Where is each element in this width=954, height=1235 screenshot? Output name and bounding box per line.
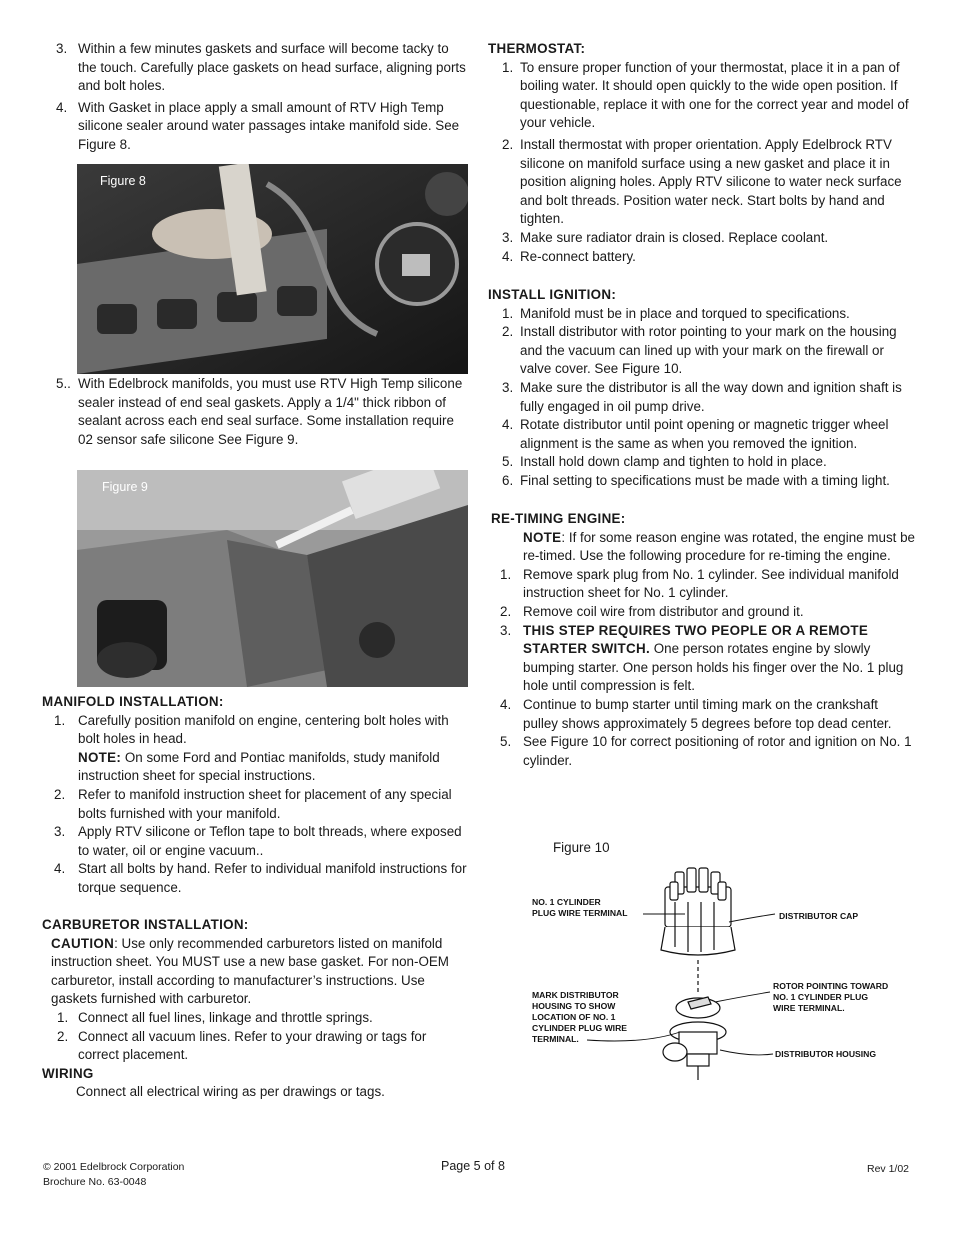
list-item: 6. Final setting to specifications must be made with a timing light. [502,472,890,488]
callout-distributor-housing: DISTRIBUTOR HOUSING [775,1049,877,1059]
list-item: 4. Rotate distributor until point opening or magnetic trigger wheel alignment is the same as when you removed the ignition. [502,417,889,451]
two-people-warning: THIS STEP REQUIRES TWO PEOPLE OR A REMOTE STARTER SWITCH. [523,622,869,657]
list-item: 5. Install hold down clamp and tighten to hold in place. [502,454,827,470]
list-item: 2. Refer to manifold instruction sheet for placement of any special bolts furnished with your manifold. [54,786,452,821]
wiring-text: Connect all electrical wiring as per drawings or tags. [76,1084,385,1100]
list-item: 1. To ensure proper function of your thermostat, place it in a pan of boiling water. It should open quickly to the wide open position. If questionable, replace it with one for the correct year and model of your vehicle. [502,59,909,131]
callout-rotor: WIRE TERMINAL. [773,1003,845,1013]
caution-paragraph: CAUTION: Use only recommended carburetors listed on manifold instruction sheet. You MUST use a new base gasket. For non-OEM carburetor, install according to manufacturer’s instructions. Use gaskets furnished with carburetor. [51,935,449,1007]
list-item: 3. Within a few minutes gaskets and surface will become tacky to the touch. Carefully place gaskets on head surface, aligning ports and bolt holes. [56,41,466,94]
figure-10-diagram [525,862,925,1084]
list-item: 1. Manifold must be in place and torqued to specifications. [502,305,850,321]
thermostat-section [488,40,916,266]
distributor-cap-drawing [661,868,735,955]
list-item: 4. With Gasket in place apply a small amount of RTV High Temp silicone sealer around water passages intake manifold side. See Figure 8. [56,99,460,152]
list-item: 1. Connect all fuel lines, linkage and throttle springs. [57,1009,373,1025]
callout-mark-housing: LOCATION OF NO. 1 [532,1012,616,1022]
callout-mark-housing: CYLINDER PLUG WIRE [532,1023,628,1033]
callout-distributor-cap: DISTRIBUTOR CAP [779,911,859,921]
copyright: © 2001 Edelbrock Corporation [43,1161,185,1173]
callout-mark-housing: TERMINAL. [532,1034,579,1044]
revision: Rev 1/02 [867,1163,910,1175]
left-item-5 [42,375,470,449]
page-number: Page 5 of 8 [441,1159,505,1173]
callout-plug-wire: NO. 1 CYLINDER [532,897,601,907]
left-column [42,40,470,155]
list-item: 4. Re-connect battery. [502,248,636,264]
manifold-section [42,693,470,898]
figure-8-photo [77,164,468,374]
list-item: 1. Remove spark plug from No. 1 cylinder. See individual manifold instruction sheet for No. 1 cylinder. [500,566,899,601]
callout-rotor: NO. 1 CYLINDER PLUG [773,992,869,1002]
distributor-diagram [525,862,925,1084]
list-item: 3. Make sure the distributor is all the way down and ignition shaft is fully engaged in oil pump drive. [502,379,902,414]
section-heading: WIRING [42,1065,94,1081]
list-item: 4. Start all bolts by hand. Refer to individual manifold instructions for torque sequence. [54,861,467,895]
note-paragraph: NOTE: If for some reason engine was rotated, the engine must be re-timed. Use the following procedure for re-timing the engine. [523,529,915,564]
callout-mark-housing: HOUSING TO SHOW [532,1001,616,1011]
section-heading: INSTALL IGNITION: [488,287,617,302]
footer-left [43,1160,184,1190]
distributor-housing-drawing [663,997,726,1080]
section-heading: CARBURETOR INSTALLATION: [42,917,249,932]
figure-9-photo [77,470,468,687]
sealant-photo-illustration [77,470,468,687]
carburetor-section [42,916,470,1102]
note-label: NOTE: [78,749,122,765]
figure-8-label: Figure 8 [100,174,146,188]
figure-9-label: Figure 9 [102,480,148,494]
list-item: 2. Install thermostat with proper orientation. Apply Edelbrock RTV silicone on manifold surface using a new gasket and place it in position aligning holes. Apply RTV silicone to water neck surface and bolt threads. Position water neck. Start bolts by hand and tighten. [502,136,902,227]
section-heading: MANIFOLD INSTALLATION: [42,694,224,709]
list-item: 2. Connect all vacuum lines. Refer to your drawing or tags for correct placement. [57,1028,427,1063]
list-item: 5. See Figure 10 for correct positioning of rotor and ignition on No. 1 cylinder. [500,734,912,768]
section-heading: THERMOSTAT: [488,41,586,56]
list-item: 5.. With Edelbrock manifolds, you must use RTV High Temp silicone sealer instead of end seal gaskets. Apply a 1/4" thick ribbon of sealant across each end seal surface. Some installation require 02 sensor safe silicone See Figure 9. [56,376,463,447]
list-item: 4. Continue to bump starter until timing mark on the crankshaft pulley shows approximately 5 degrees before top dead center. [500,696,892,731]
ignition-section [488,286,916,491]
figure-10-label: Figure 10 [553,840,610,855]
engine-photo-illustration [77,164,468,374]
retiming-section [488,510,916,770]
list-item: 3. Apply RTV silicone or Teflon tape to bolt threads, where exposed to water, oil or engine vacuum.. [54,824,462,858]
list-item: 3. THIS STEP REQUIRES TWO PEOPLE OR A REMOTE STARTER SWITCH. One person rotates engine by slowly bumping starter. One person holds his finger over the No. 1 plug hole until compression is felt. [500,622,904,694]
section-heading: RE-TIMING ENGINE: [491,511,626,526]
note-label: NOTE [523,529,562,545]
callout-mark-housing: MARK DISTRIBUTOR [532,990,619,1000]
list-item: 3. Make sure radiator drain is closed. Replace coolant. [502,229,829,245]
brochure-number: Brochure No. 63-0048 [43,1176,147,1188]
list-item: 2. Install distributor with rotor pointing to your mark on the housing and the vacuum can lined up with your mark on the firewall or valve cover. See Figure 10. [502,324,897,377]
list-item: 1. Carefully position manifold on engine, centering bolt holes with bolt holes in head. NOTE: On some Ford and Pontiac manifolds, study manifold instruction sheet for special instructions. [54,712,449,784]
callout-rotor: ROTOR POINTING TOWARD [773,981,889,991]
list-item: 2. Remove coil wire from distributor and ground it. [500,603,804,619]
callout-plug-wire: PLUG WIRE TERMINAL [532,908,628,918]
caution-label: CAUTION [51,935,115,951]
